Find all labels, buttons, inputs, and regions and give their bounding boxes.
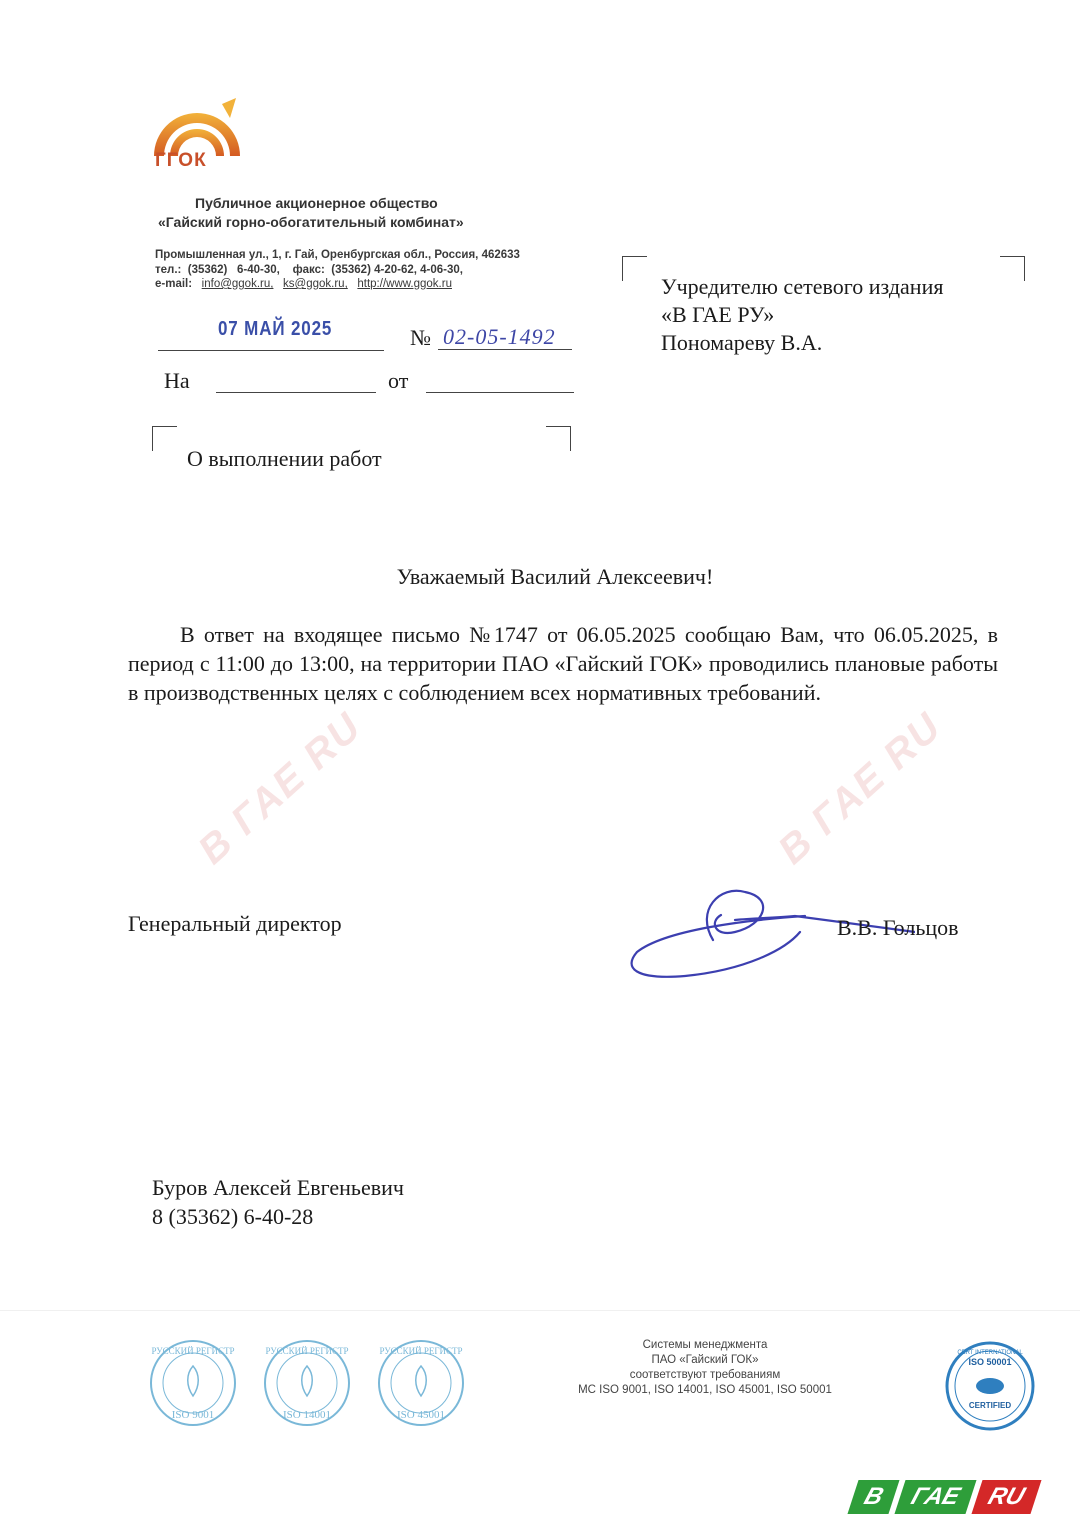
iso-9001-seal <box>148 1338 238 1428</box>
recipient-line-3: Пономареву В.А. <box>661 330 823 355</box>
email-line <box>155 277 520 292</box>
letter-body: В ответ на входящее письмо №1747 от 06.05.2025 сообщаю Вам, что 06.05.2025, в период с 11:00 до 13:00, на территории ПАО «Гайский ГОК» проводились плановые работы в производственных целях с соблюдением всех нормативных требований. <box>128 622 998 705</box>
ot-label: от <box>388 368 409 393</box>
executor-info <box>152 1173 404 1231</box>
watermark-right: В ГАЕ RU <box>770 704 951 873</box>
company-line-2: «Гайский горно-обогатительный комбинат» <box>158 214 464 230</box>
svg-text:ISO 50001: ISO 50001 <box>968 1357 1012 1367</box>
address-line: Промышленная ул., 1, г. Гай, Оренбургская обл., Россия, 462633 <box>155 249 520 261</box>
signer-position: Генеральный директор <box>128 911 342 936</box>
svg-text:ISO 14001: ISO 14001 <box>283 1409 331 1421</box>
mgmt-line-3: соответствуют требованиям <box>629 1369 781 1381</box>
email-link-ks[interactable]: ks@ggok.ru, <box>283 278 348 290</box>
subject-bracket-left <box>152 426 177 451</box>
ot-underline <box>426 392 574 393</box>
subject: О выполнении работ <box>187 446 382 471</box>
signer-name: В.В. Гольцов <box>837 915 959 940</box>
company-name <box>158 194 464 232</box>
iso-50001-cert-seal <box>944 1340 1036 1432</box>
date-stamp: 07 МАЙ 2025 <box>218 318 333 340</box>
iso-45001-seal <box>376 1338 466 1428</box>
mgmt-line-1: Системы менеджмента <box>642 1339 768 1351</box>
email-link-info[interactable]: info@ggok.ru, <box>201 278 274 290</box>
recipient-line-2: «В ГАЕ РУ» <box>661 302 775 327</box>
na-label: На <box>164 368 190 393</box>
footer-divider <box>0 1310 1080 1311</box>
greeting: Уважаемый Василий Алексеевич! <box>396 564 714 589</box>
svg-text:РУССКИЙ РЕГИСТР: РУССКИЙ РЕГИСТР <box>151 1346 235 1356</box>
mgmt-line-2: ПАО «Гайский ГОК» <box>651 1354 759 1366</box>
number-label: № <box>410 325 431 350</box>
v-gae-ru-brand-logo <box>853 1480 1036 1514</box>
email-label: e-mail: <box>155 278 193 290</box>
svg-text:ISO 9001: ISO 9001 <box>171 1409 215 1421</box>
na-underline <box>216 392 376 393</box>
svg-text:РУССКИЙ РЕГИСТР: РУССКИЙ РЕГИСТР <box>265 1346 349 1356</box>
company-address <box>155 248 520 292</box>
recipient-line-1: Учредителю сетевого издания <box>661 274 944 299</box>
iso-14001-seal <box>262 1338 352 1428</box>
date-underline <box>158 350 384 351</box>
brand-part-v: В <box>848 1480 900 1514</box>
svg-text:ISO 45001: ISO 45001 <box>397 1409 445 1421</box>
recipient <box>661 273 943 357</box>
svg-text:РУССКИЙ РЕГИСТР: РУССКИЙ РЕГИСТР <box>379 1346 463 1356</box>
watermark-left: В ГАЕ RU <box>190 704 371 873</box>
svg-text:CERT INTERNATIONAL: CERT INTERNATIONAL <box>957 1350 1023 1356</box>
svg-text:CERTIFIED: CERTIFIED <box>968 1401 1012 1410</box>
website-link[interactable]: http://www.ggok.ru <box>357 278 452 290</box>
company-line-1: Публичное акционерное общество <box>195 195 438 211</box>
brand-part-gae: ГАЕ <box>895 1480 977 1514</box>
executor-phone: 8 (35362) 6-40-28 <box>152 1204 314 1229</box>
subject-bracket-right <box>546 426 571 451</box>
recipient-bracket-right <box>1000 256 1025 281</box>
recipient-bracket-left <box>622 256 647 281</box>
management-systems-note <box>560 1338 850 1398</box>
logo-text: ГГОК <box>155 150 207 171</box>
phone-line: тел.: (35362) 6-40-30, факс: (35362) 4-20-62, 4-06-30, <box>155 263 463 276</box>
number-underline <box>438 349 572 350</box>
executor-name: Буров Алексей Евгеньевич <box>152 1175 404 1200</box>
outgoing-number: 02-05-1492 <box>443 324 556 349</box>
mgmt-line-4: МС ISO 9001, ISO 14001, ISO 45001, ISO 50001 <box>578 1384 832 1396</box>
brand-part-ru: RU <box>972 1480 1042 1514</box>
